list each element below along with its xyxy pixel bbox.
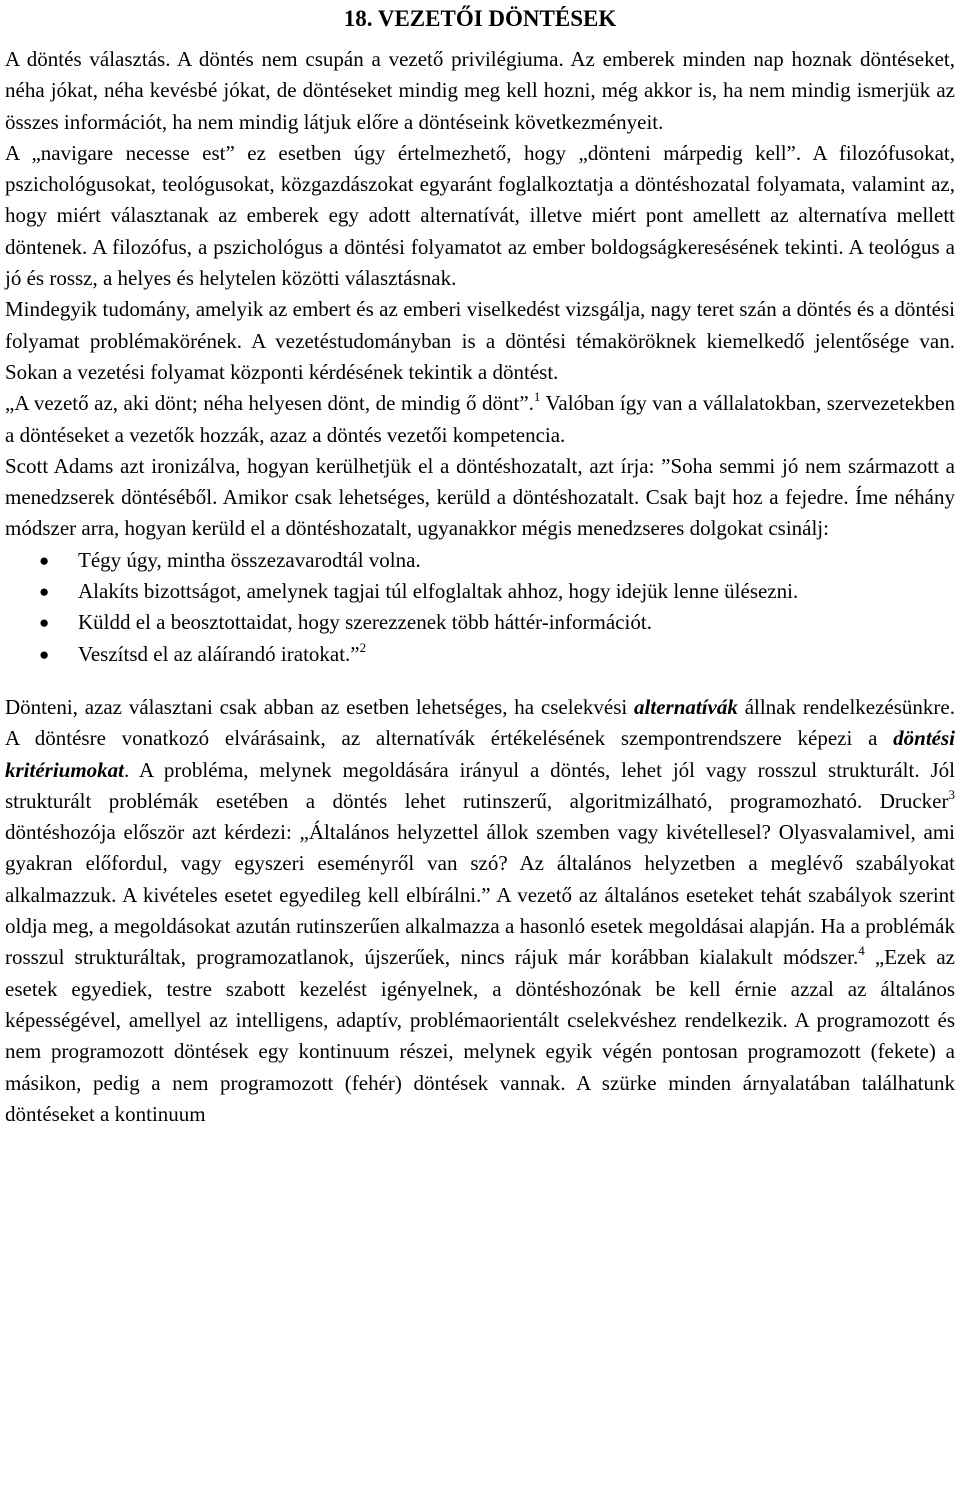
page-title: 18. VEZETŐI DÖNTÉSEK (343, 6, 617, 31)
list-item-text: Küldd el a beosztottaidat, hogy szerezzenek több háttér-információt. (78, 610, 652, 635)
list-item (5, 576, 955, 607)
paragraph-leader-quote (5, 388, 955, 451)
text-segment: döntéshozója először azt kérdezi: „Általános helyzettel állok szemben vagy kivétellesel? Olyasvalamivel, ami gyakran előfordul, vagy egyszeri eseményről van szó? Az általános helyzetben a meglévő szabályokat alkalmazzuk. A kivételes esetet egyedileg kell elbírálni.” A vezető az általános eseteket tehát szabályok szerint oldja meg, a megoldásokat azután rutinszerűen alkalmazza a hasonló esetek megoldásai alapján. Ha a problémák rosszul strukturáltak, programozatlanok, újszerűek, nincs rájuk már korábban kialakult módszer. (5, 820, 955, 970)
text-segment: „Ezek az esetek egyediek, testre szabott kezelést igényelnek, a döntéshozónak be kell érnie azzal az általános képességével, amellyel az intelligens, adaptív, problémaorientált cselekvéshez rendelkezik. A programozott és nem programozott döntések egy kontinuum részei, melynek egyik végén pontosan programozott (fekete) a másikon, pedig a nem programozott (fehér) döntések vannak. A szürke minden árnyalatában találhatunk döntéseket a kontinuum (5, 945, 955, 1126)
list-item-text: Tégy úgy, mintha összezavarodtál volna. (78, 547, 421, 572)
footnote-ref-2: 2 (359, 639, 367, 655)
bullet-icon: ● (39, 582, 50, 602)
text-segment: . A probléma, melynek megoldására irányul a döntés, lehet jól vagy rosszul strukturált. Jól strukturált problémák esetében a döntés lehet rutinszerű, algoritmizálható, programozható. Drucker (5, 757, 955, 813)
list-item (5, 545, 955, 576)
footnote-ref-3: 3 (948, 786, 955, 802)
list-item (5, 639, 955, 670)
paragraph-intro: A döntés választás. A döntés nem csupán a vezető privilégiuma. Az emberek minden nap hoznak döntéseket, néha jókat, néha kevésbé jókat, de döntéseket mindig meg kell hozni, még akkor is, ha nem mindig ismerjük az összes információt, ha nem mindig látjuk előre a döntéseink következményeit. (5, 47, 955, 134)
section-gap (5, 670, 955, 692)
footnote-ref-4: 4 (858, 943, 865, 959)
term-alternatives: alternatívák (634, 694, 738, 719)
leader-quote: „A vezető az, aki dönt; néha helyesen dönt, de mindig ő dönt”. (5, 391, 534, 416)
list-item-text: Veszítsd el az aláírandó iratokat.” (78, 641, 360, 666)
term-decision-criteria: döntési kritériumokat (5, 726, 955, 782)
bullet-icon: ● (39, 613, 50, 633)
list-item (5, 607, 955, 638)
text-segment: állnak rendelkezésünkre. A döntésre vonatkozó elvárásaink, az alternatívák értékelésének szempontrendszere képezi a (5, 694, 955, 751)
bullet-list (5, 545, 955, 670)
text-segment: Dönteni, azaz választani csak abban az esetben lehetséges, ha cselekvési (5, 694, 635, 719)
paragraph-sciences: Mindegyik tudomány, amelyik az embert és az emberi viselkedést vizsgálja, nagy teret szán a döntés és a döntési folyamat problémakörének. A vezetéstudományban is a döntési témaköröknek kiemelkedő jelentősége van. Sokan a vezetési folyamat központi kérdésének tekintik a döntést. (5, 297, 955, 384)
bullet-icon: ● (39, 644, 50, 664)
paragraph-navigare: A „navigare necesse est” ez esetben úgy értelmezhető, hogy „dönteni márpedig kell”. A filozófusokat, pszichológusokat, teológusokat, közgazdászokat egyaránt foglalkoztatja a döntéshozatal folyamata, valamint az, hogy miért választanak az emberek egy adott alternatívát, illetve miért pont amellett az alternatíva mellett döntenek. A filozófus, a pszichológus a döntési folyamatot az ember boldogságkeresésének tekinti. A teológus a jó és rossz, a helyes és helytelen közötti választásnak. (5, 140, 955, 291)
footnote-ref-1: 1 (533, 389, 541, 405)
list-item-text: Alakíts bizottságot, amelynek tagjai túl elfoglaltak ahhoz, hogy idejük lenne ülésezni. (78, 579, 799, 604)
paragraph-alternatives (5, 692, 955, 1130)
paragraph-scott-adams: Scott Adams azt ironizálva, hogyan kerülhetjük el a döntéshozatalt, azt írja: ”Soha semmi jó nem származott a menedzserek döntéséből. Amikor csak lehetséges, kerüld a döntéshozatalt. Csak bajt hoz a fejedre. Íme néhány módszer arra, hogyan kerüld el a döntéshozatalt, ugyanakkor mégis menedzseres dolgokat csinálj: (5, 453, 955, 541)
bullet-icon: ● (39, 550, 50, 570)
leader-quote-rest: Valóban így van a vállalatokban, szervezetekben a döntéseket a vezetők hozzák, azaz a döntés vezetői kompetencia. (5, 391, 956, 447)
